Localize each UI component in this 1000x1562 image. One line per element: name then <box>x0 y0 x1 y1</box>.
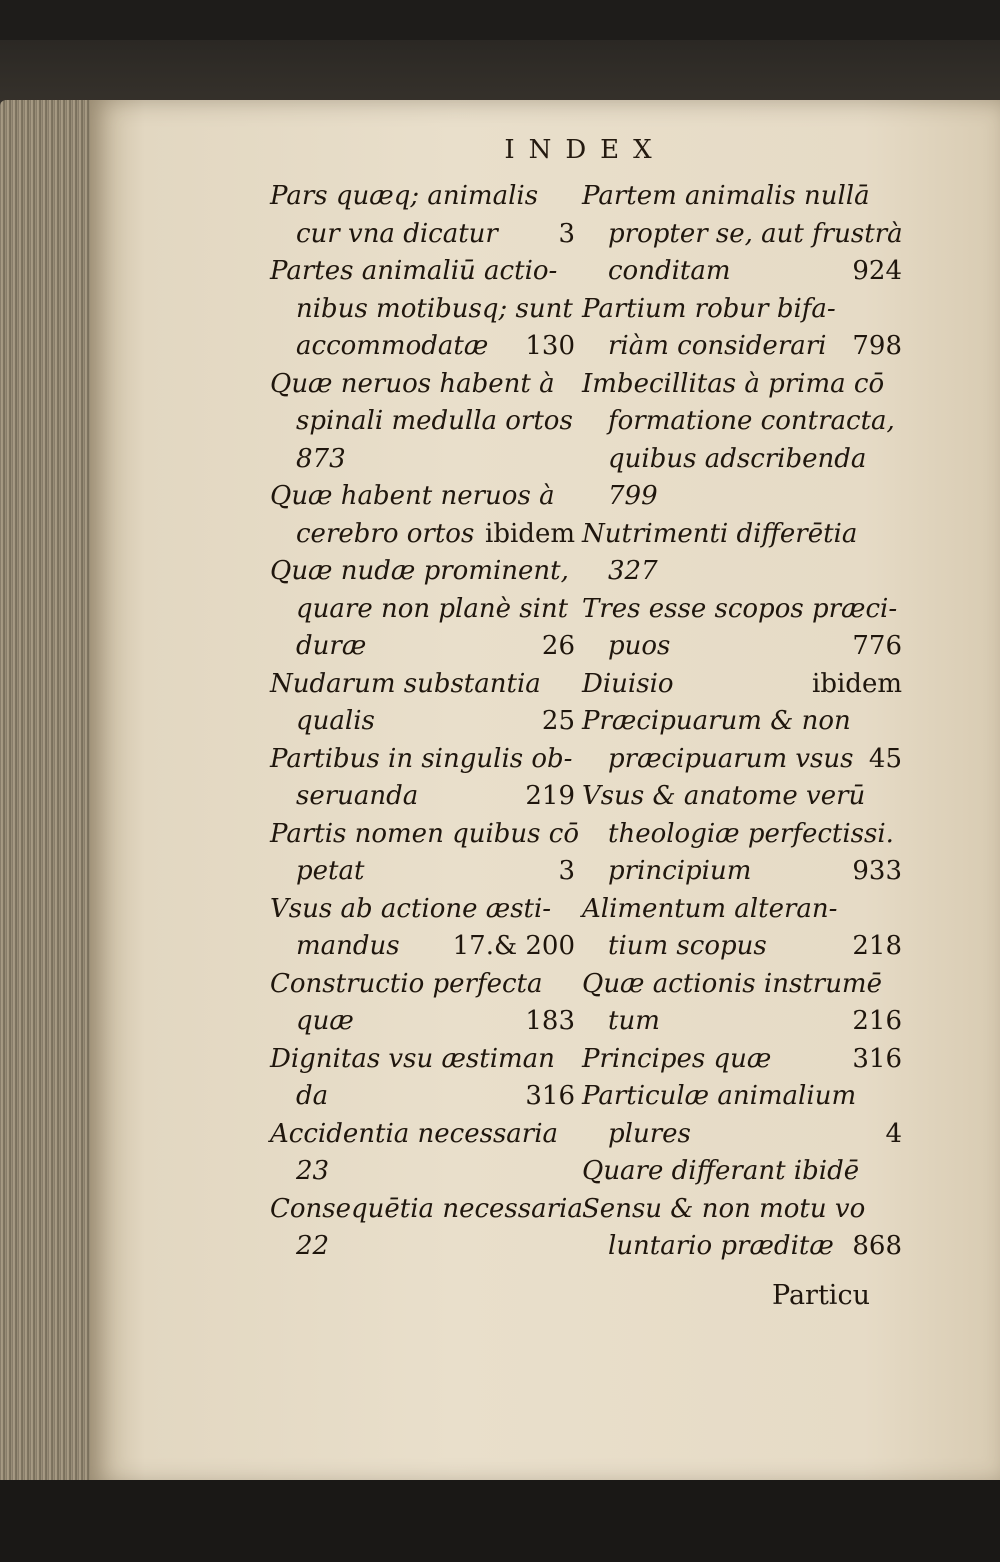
index-entry-page: 25 <box>541 706 575 736</box>
index-entry-text: petat <box>296 856 365 886</box>
index-entry-text: Quare differant ibidē <box>582 1156 860 1186</box>
index-entry-text: puos <box>608 631 671 661</box>
index-entry-text: Partibus in singulis ob- <box>270 743 573 774</box>
index-line <box>270 1041 575 1079</box>
index-entry-page: 3 <box>558 856 575 886</box>
index-line <box>270 628 575 666</box>
index-line <box>582 928 902 966</box>
index-entry-text: mandus <box>296 931 400 961</box>
index-entry-page: 933 <box>852 856 902 886</box>
index-entry-text: Præcipuarum & non <box>582 706 851 736</box>
index-entry-text: Alimentum alteran- <box>582 893 838 924</box>
index-entry-text: principium <box>608 856 752 886</box>
index-entry-text: conditam <box>608 256 731 286</box>
index-entry-page: ibidem <box>485 518 575 549</box>
index-line <box>582 703 902 741</box>
index-line <box>582 1191 902 1229</box>
index-entry-text: accommodatæ <box>296 331 489 361</box>
index-line <box>582 1003 902 1041</box>
index-entry-text: 799 <box>608 481 658 511</box>
index-line <box>582 1228 902 1266</box>
index-entry-text: Imbecillitas à prima cō <box>582 368 885 399</box>
index-entry-page: 26 <box>541 631 575 661</box>
index-entry-page: 798 <box>852 331 902 361</box>
index-entry-text: nibus motibusq; sunt <box>296 293 573 324</box>
index-line <box>270 328 575 366</box>
background-bottom <box>0 1480 1000 1562</box>
left-index-column <box>270 178 583 1266</box>
index-entry-page: 3 <box>558 218 575 249</box>
index-entry-page: 218 <box>852 931 902 961</box>
index-entry-text: seruanda <box>296 781 419 811</box>
index-entry-page: 316 <box>852 1043 902 1074</box>
index-line <box>270 441 575 479</box>
index-line <box>582 253 902 291</box>
index-line <box>582 478 902 516</box>
index-line <box>582 328 902 366</box>
index-line <box>270 1191 583 1229</box>
index-entry-text: quæ <box>296 1006 354 1036</box>
index-line <box>582 216 902 254</box>
index-line <box>270 478 575 516</box>
index-line <box>582 403 902 441</box>
index-entry-page: 130 <box>525 331 575 361</box>
index-entry-text: Quæ actionis instrumē <box>582 968 882 999</box>
index-line <box>582 666 902 704</box>
index-line <box>582 441 902 479</box>
index-line <box>582 1153 902 1191</box>
index-line <box>270 253 575 291</box>
index-entry-text: Partem animalis nullā <box>582 181 870 211</box>
index-entry-page: 216 <box>852 1006 902 1036</box>
index-entry-text: 23 <box>296 1156 330 1186</box>
index-line <box>270 1078 575 1116</box>
index-entry-text: qualis <box>296 706 375 736</box>
index-entry-text: cur vna dicatur <box>296 218 498 249</box>
catchword: Particu <box>772 1280 870 1311</box>
page-edges <box>0 100 96 1490</box>
index-entry-text: 22 <box>296 1231 330 1261</box>
index-line <box>582 1116 902 1154</box>
index-entry-page: 219 <box>525 781 575 811</box>
index-entry-page: 4 <box>885 1118 902 1149</box>
index-entry-page: 868 <box>852 1231 902 1261</box>
index-line <box>270 853 575 891</box>
index-line <box>582 178 902 216</box>
index-line <box>270 891 575 929</box>
index-line <box>582 778 902 816</box>
index-entry-text: Accidentia necessaria <box>270 1118 559 1149</box>
index-entry-text: Consequētia necessaria <box>270 1193 583 1224</box>
index-entry-text: præcipuarum vsus <box>608 743 854 774</box>
index-entry-text: Quæ neruos habent à <box>270 368 555 399</box>
index-entry-page: 776 <box>852 631 902 661</box>
index-line <box>270 366 575 404</box>
index-entry-text: Sensu & non motu vo <box>582 1193 866 1224</box>
index-entry-text: 327 <box>608 556 658 586</box>
index-line <box>270 591 575 629</box>
index-entry-text: Quæ habent neruos à <box>270 481 555 511</box>
index-entry-text: Vsus & anatome verū <box>582 781 866 811</box>
index-line <box>582 966 902 1004</box>
index-line <box>582 816 902 854</box>
index-entry-text: formatione contracta, <box>608 406 895 436</box>
index-line <box>270 966 575 1004</box>
index-line <box>582 591 902 629</box>
index-line <box>270 928 575 966</box>
index-entry-text: cerebro ortos <box>296 518 475 549</box>
index-line <box>270 178 575 216</box>
index-line <box>270 1228 575 1266</box>
index-line <box>270 291 575 329</box>
index-line <box>582 516 902 554</box>
index-line <box>582 366 902 404</box>
index-entry-text: Vsus ab actione æsti- <box>270 893 552 924</box>
index-line <box>582 891 902 929</box>
index-entry-text: luntario præditæ <box>608 1231 834 1261</box>
index-line <box>270 403 575 441</box>
index-entry-text: Partes animaliū actio- <box>270 256 558 286</box>
index-entry-page: 316 <box>525 1081 575 1111</box>
index-line <box>270 1003 575 1041</box>
index-entry-page: 183 <box>525 1006 575 1036</box>
index-entry-text: quare non planè sint <box>296 593 569 624</box>
index-entry-text: Quæ nudæ prominent, <box>270 556 569 586</box>
index-entry-text: tum <box>608 1006 660 1036</box>
index-line <box>270 816 579 854</box>
right-index-column <box>582 178 902 1266</box>
index-entry-text: Diuisio <box>582 668 674 699</box>
index-line <box>582 628 902 666</box>
index-entry-text: theologiæ perfectissi. <box>608 818 894 849</box>
index-line <box>270 553 575 591</box>
index-entry-text: Constructio perfecta <box>270 968 543 999</box>
index-line <box>270 666 575 704</box>
index-entry-page: 924 <box>852 256 902 286</box>
index-line <box>582 853 902 891</box>
index-line <box>582 1041 902 1079</box>
index-line <box>582 741 902 779</box>
index-line <box>270 216 575 254</box>
index-entry-text: plures <box>608 1118 691 1149</box>
index-entry-text: riàm considerari <box>608 331 827 361</box>
index-entry-text: Principes quæ <box>582 1043 772 1074</box>
index-line <box>270 516 575 554</box>
index-entry-text: duræ <box>296 631 367 661</box>
index-entry-text: Dignitas vsu æstiman <box>270 1043 555 1074</box>
index-entry-text: Particulæ animalium <box>582 1081 857 1111</box>
index-line <box>270 1116 575 1154</box>
index-line <box>270 703 575 741</box>
index-line <box>582 1078 902 1116</box>
index-line <box>582 553 902 591</box>
index-entry-text: 873 <box>296 443 346 474</box>
index-entry-text: propter se, aut frustrà <box>608 218 903 249</box>
index-entry-text: da <box>296 1081 329 1111</box>
index-entry-text: tium scopus <box>608 931 767 961</box>
page-header: INDEX <box>504 135 666 165</box>
index-line <box>270 778 575 816</box>
index-entry-text: spinali medulla ortos <box>296 406 573 436</box>
index-entry-text: Partis nomen quibus cō <box>270 818 579 849</box>
index-entry-text: Tres esse scopos præci- <box>582 593 898 624</box>
index-entry-page: ibidem <box>812 668 902 699</box>
index-line <box>270 741 575 779</box>
index-entry-text: Pars quæq; animalis <box>270 181 539 211</box>
index-entry-page: 45 <box>868 743 902 774</box>
index-entry-text: Nudarum substantia <box>270 668 541 699</box>
index-entry-text: quibus adscribenda <box>608 443 867 474</box>
index-line <box>270 1153 575 1191</box>
index-entry-text: Nutrimenti differētia <box>582 518 858 549</box>
index-entry-text: Partium robur bifa- <box>582 293 836 324</box>
index-entry-page: 17.& 200 <box>452 931 575 961</box>
index-line <box>582 291 902 329</box>
